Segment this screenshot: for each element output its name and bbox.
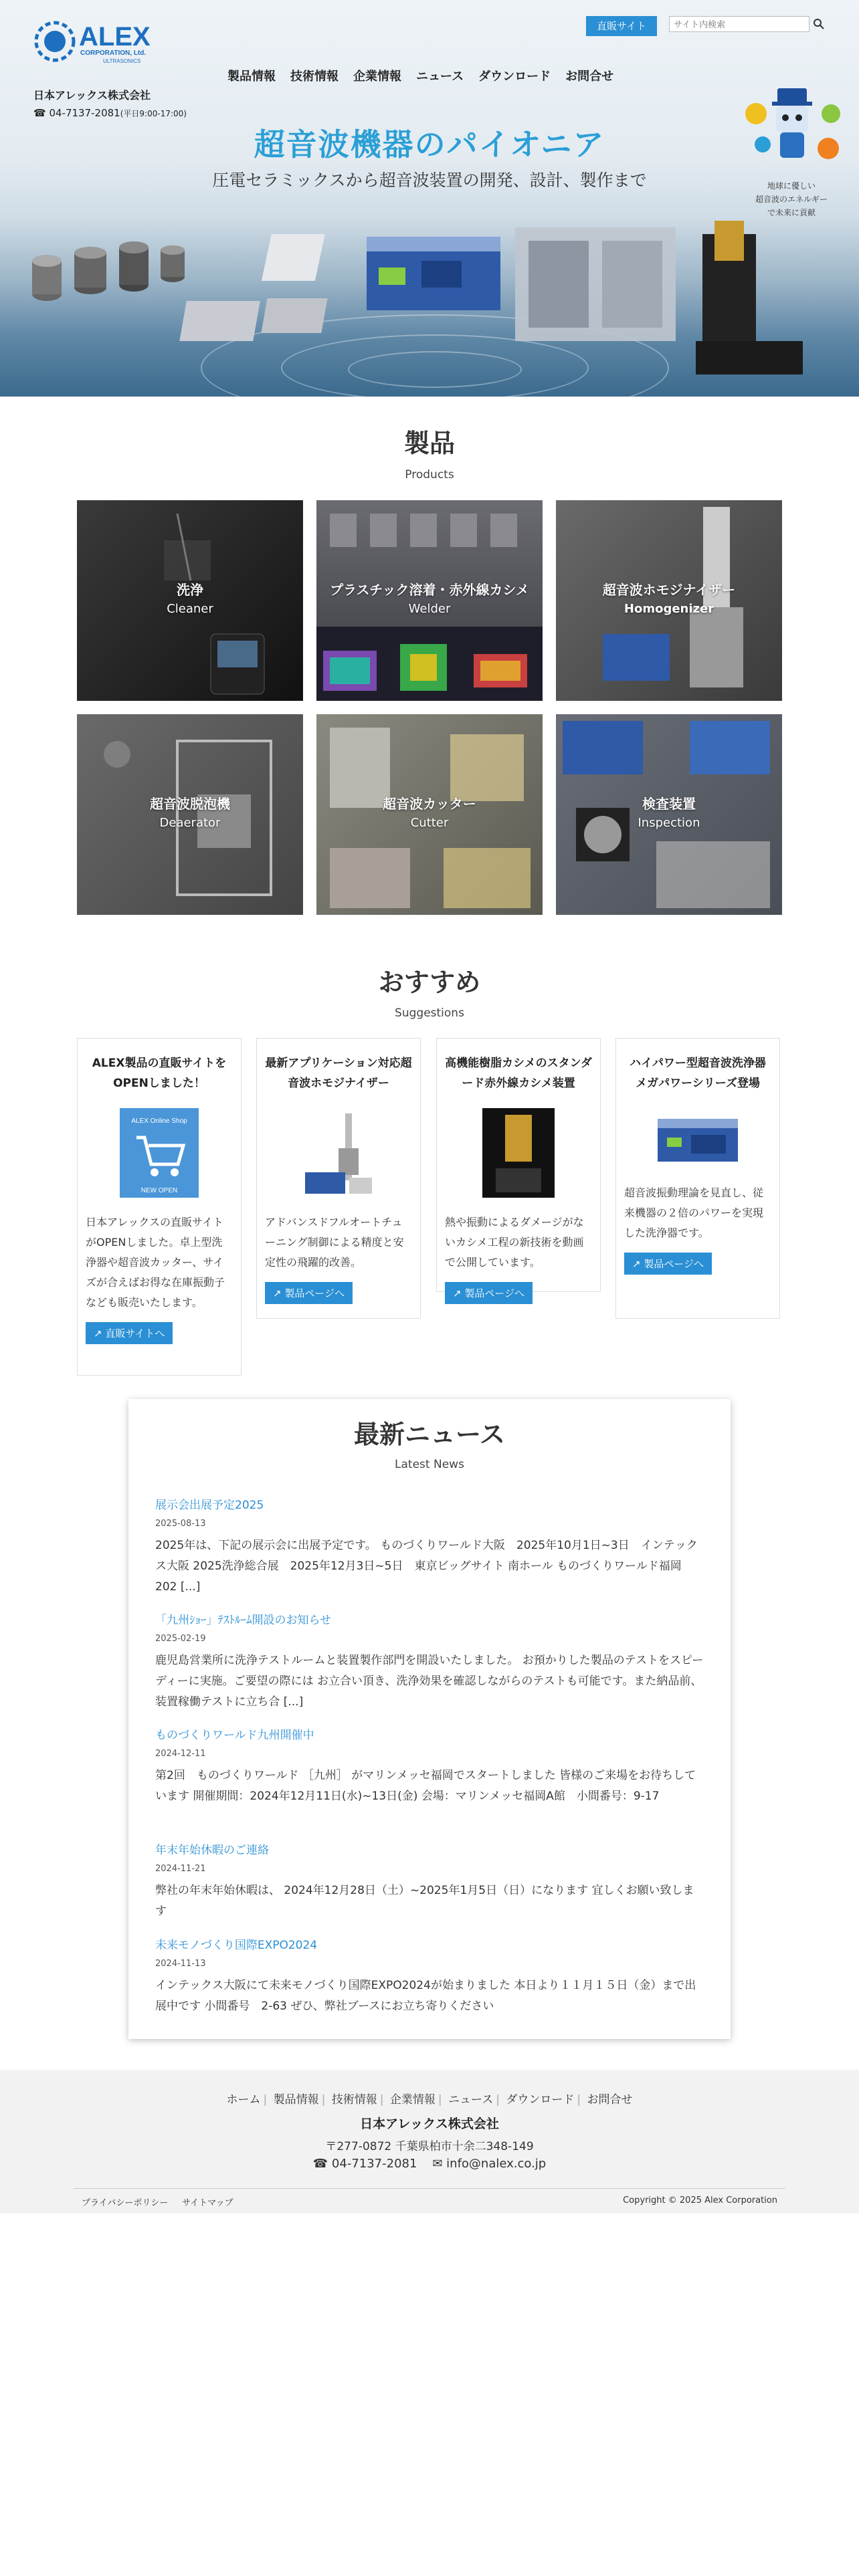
product-tile-inspection[interactable] — [556, 714, 782, 915]
cleaner-image — [77, 500, 303, 701]
card-title: ハイパワー型超音波洗浄器メガパワーシリーズ登場 — [630, 1057, 766, 1090]
products-subtitle: Products — [405, 468, 454, 481]
footer-nav-separator: | — [496, 2093, 500, 2107]
phone-icon: ☎ — [312, 2157, 328, 2171]
eco-caption — [741, 179, 842, 219]
footer-address: 〒277-0872 千葉県柏市十余二348-149 — [325, 2140, 534, 2153]
company-name: 日本アレックス株式会社 — [33, 89, 151, 102]
card-title: ALEX製品の直販サイトをOPENしました！ — [92, 1057, 227, 1090]
footer-nav — [0, 2090, 859, 2107]
news-item-title[interactable]: ものづくりワールド九州開催中 — [155, 1729, 314, 1742]
news-item — [155, 1495, 704, 1598]
shop-site-link-button[interactable] — [86, 1322, 173, 1344]
footer-nav-company[interactable]: 企業情報 — [389, 2093, 436, 2107]
product-page-button[interactable] — [624, 1253, 712, 1275]
news-title: 最新ニュース — [353, 1420, 506, 1449]
footer-nav-news[interactable]: ニュース — [448, 2093, 494, 2107]
homogenizer-product-image[interactable] — [298, 1108, 379, 1198]
footer-phone[interactable]: 04-7137-2081 — [331, 2157, 417, 2171]
homogenizer-image — [556, 500, 782, 701]
footer-nav-technology[interactable]: 技術情報 — [331, 2093, 377, 2107]
privacy-policy-link[interactable]: プライバシーポリシー — [82, 2198, 169, 2208]
card-title: 最新アプリケーション対応超音波ホモジナイザー — [265, 1057, 412, 1090]
product-tile-welder[interactable] — [316, 500, 543, 701]
infrared-caulking-image[interactable] — [482, 1108, 555, 1198]
news-item-date: 2024-12-11 — [155, 1749, 206, 1759]
site-footer — [0, 2070, 859, 2214]
footer-links — [82, 2195, 233, 2208]
hero-banner — [0, 0, 859, 397]
news-item-body: 第2回 ものづくりワールド ［九州］ がマリンメッセ福岡でスタートしました 皆様のご来場をお待ちしています 開催期間：2024年12月11日(水)~13日(金) 会場：マリンメッセ福岡A館 小間番号：9-17 — [155, 1769, 696, 1803]
footer-divider — [74, 2188, 785, 2189]
footer-nav-products[interactable]: 製品情報 — [273, 2093, 319, 2107]
button-label: 製品ページへ — [464, 1287, 525, 1299]
card-text: 日本アレックスの直販サイトがOPENしました。卓上型洗浄器や超音波カッター、サイズが合えばお得な在庫振動子なども販売いたします。 — [86, 1216, 225, 1309]
nav-company[interactable]: 企業情報 — [353, 70, 401, 84]
deaerator-image — [77, 714, 303, 915]
eco-line: 超音波のエネルギー — [755, 195, 828, 204]
tile-label-en: Cutter — [410, 816, 449, 830]
news-item-body: 鹿児島営業所に洗浄テストルームと装置製作部門を開設いたしました。 お預かりした製品のテストをスピーディーに実施。ご要望の際には お立合い頂き、洗浄効果を確認しながらのテストも可能です。また納品前、装置稼働テストに立ち合 [...] — [155, 1654, 704, 1709]
news-item-title[interactable]: 年末年始休暇のご連絡 — [155, 1844, 269, 1857]
sitemap-link[interactable]: サイトマップ — [182, 2198, 233, 2208]
footer-contact — [0, 2157, 859, 2171]
news-item-title[interactable]: 「九州ｼｮｰ」ﾃｽﾄﾙｰﾑ開設のお知らせ — [155, 1614, 331, 1627]
welder-image — [316, 500, 543, 701]
product-tile-homogenizer[interactable] — [556, 500, 782, 701]
tile-label: 超音波脱泡機 — [150, 796, 230, 812]
footer-nav-separator: | — [379, 2093, 384, 2107]
news-item — [155, 1935, 704, 2017]
suggestion-card-infrared — [436, 1038, 601, 1299]
search-input[interactable] — [669, 16, 809, 32]
nav-technology[interactable]: 技術情報 — [290, 70, 339, 84]
tile-label: 洗浄 — [177, 582, 203, 598]
suggestion-card-homogenizer — [256, 1038, 421, 1319]
tile-label-en: Cleaner — [167, 602, 213, 616]
tile-label-en: Inspection — [638, 816, 700, 830]
news-item-date: 2025-02-19 — [155, 1634, 206, 1644]
button-label: 製品ページへ — [284, 1287, 345, 1299]
header-phone[interactable] — [33, 107, 187, 119]
nav-contact[interactable]: お問合せ — [565, 70, 614, 84]
nav-news[interactable]: ニュース — [416, 70, 464, 84]
footer-nav-separator: | — [321, 2093, 326, 2107]
mascot-illustration — [743, 87, 843, 167]
hero-title: 超音波機器のパイオニア — [254, 126, 605, 163]
logo-tag: ULTRASONICS — [103, 58, 141, 64]
news-item — [155, 1725, 704, 1807]
copyright: Copyright © 2025 Alex Corporation — [623, 2195, 777, 2206]
inspection-image — [556, 714, 782, 915]
eco-line: 地球に優しい — [767, 181, 816, 191]
card-text: 熱や振動によるダメージがないカシメ工程の新技術を動画で公開しています。 — [445, 1216, 584, 1269]
alex-logo[interactable] — [31, 16, 165, 66]
product-page-button[interactable] — [445, 1282, 533, 1304]
news-item-date: 2024-11-21 — [155, 1864, 206, 1874]
tile-label: 検査装置 — [642, 796, 696, 812]
news-item-date: 2024-11-13 — [155, 1959, 206, 1969]
suggestion-card-megapower — [615, 1038, 780, 1319]
product-tile-cleaner[interactable] — [77, 500, 303, 701]
megapower-cleaner-image[interactable] — [651, 1108, 745, 1168]
nav-products[interactable]: 製品情報 — [227, 70, 276, 84]
news-subtitle: Latest News — [395, 1458, 464, 1471]
card-title: 高機能樹脂カシメのスタンダード赤外線カシメ装置 — [445, 1057, 592, 1090]
footer-nav-download[interactable]: ダウンロード — [506, 2093, 575, 2107]
suggestion-card-shop — [77, 1038, 242, 1376]
footer-nav-contact[interactable]: お問合せ — [587, 2093, 633, 2107]
footer-nav-separator: | — [577, 2093, 581, 2107]
phone-hours: (平日9:00-17:00) — [120, 109, 187, 118]
hero-products-image — [0, 221, 859, 397]
button-label: 直販サイトへ — [105, 1327, 165, 1339]
cutter-image — [316, 714, 543, 915]
latest-news-panel — [128, 1399, 731, 2039]
news-item-body: 2025年は、下記の展示会に出展予定です。 ものづくりワールド大阪 2025年10月1日~3日 インテックス大阪 2025洗浄総合展 2025年12月3日~5日 東京ビッグサイト 南ホール ものづくりワールド福岡 202 [...] — [155, 1539, 698, 1594]
logo-subtext: CORPORATION, Ltd. — [80, 49, 147, 57]
tile-label: 超音波カッター — [383, 796, 476, 812]
footer-nav-home[interactable]: ホーム — [226, 2093, 261, 2107]
news-item — [155, 1840, 704, 1922]
tile-label-en: Homogenizer — [624, 602, 714, 616]
mail-icon: ✉ — [432, 2157, 443, 2171]
news-item-body: インテックス大阪にて未来モノづくり国際EXPO2024が始まりました 本日より１１月１５日（金）まで出展中です 小間番号 2-63 ぜひ、弊社ブースにお立ち寄りください — [155, 1979, 696, 2013]
shop-image-label: ALEX Online Shop — [131, 1117, 187, 1125]
external-link-icon: ↗ — [273, 1287, 282, 1299]
card-text: 超音波振動理論を見直し、従来機器の２倍のパワーを実現した洗浄器です。 — [624, 1186, 764, 1239]
main-nav — [227, 67, 613, 84]
footer-email[interactable]: info@nalex.co.jp — [446, 2157, 547, 2171]
news-item-title[interactable]: 未来モノづくり国際EXPO2024 — [155, 1939, 318, 1952]
footer-nav-separator: | — [263, 2093, 268, 2107]
shop-image-badge: NEW OPEN — [140, 1187, 178, 1194]
product-tile-cutter[interactable] — [316, 714, 543, 915]
hero-subtitle: 圧電セラミックスから超音波装置の開発、設計、製作まで — [212, 171, 647, 190]
news-item-date: 2025-08-13 — [155, 1519, 206, 1529]
product-tile-deaerator[interactable] — [77, 714, 303, 915]
product-page-button[interactable] — [265, 1282, 353, 1304]
logo-text: ALEX — [79, 22, 151, 51]
suggestions-title: おすすめ — [378, 968, 481, 997]
tile-label-en: Welder — [408, 602, 451, 616]
news-item-body: 弊社の年末年始休暇は、 2024年12月28日（土）~2025年1月5日（日）になります 宜しくお願い致します — [155, 1884, 694, 1918]
tile-label: プラスチック溶着・赤外線カシメ — [330, 582, 529, 598]
news-item-title[interactable]: 展示会出展予定2025 — [155, 1499, 264, 1512]
footer-company: 日本アレックス株式会社 — [360, 2117, 499, 2131]
eco-line: で未来に貢献 — [767, 208, 816, 217]
shop-site-button[interactable]: 直販サイト — [586, 16, 657, 36]
online-shop-image[interactable] — [120, 1108, 199, 1198]
button-label: 製品ページへ — [644, 1258, 704, 1270]
external-link-icon: ↗ — [632, 1258, 641, 1270]
products-title: 製品 — [403, 429, 455, 458]
tile-label: 超音波ホモジナイザー — [602, 582, 736, 598]
external-link-icon: ↗ — [453, 1287, 462, 1299]
search-icon[interactable] — [811, 16, 827, 32]
card-text: アドバンスドフルオートチューニング制御による精度と安定性の飛躍的改善。 — [265, 1216, 404, 1269]
news-item — [155, 1610, 704, 1713]
phone-icon: ☎ — [33, 107, 46, 119]
nav-download[interactable]: ダウンロード — [478, 70, 551, 84]
suggestions-subtitle: Suggestions — [395, 1006, 464, 1020]
tile-label-en: Deaerator — [159, 816, 221, 830]
phone-number: 04-7137-2081 — [49, 107, 120, 119]
external-link-icon: ↗ — [94, 1327, 102, 1339]
footer-nav-separator: | — [438, 2093, 442, 2107]
